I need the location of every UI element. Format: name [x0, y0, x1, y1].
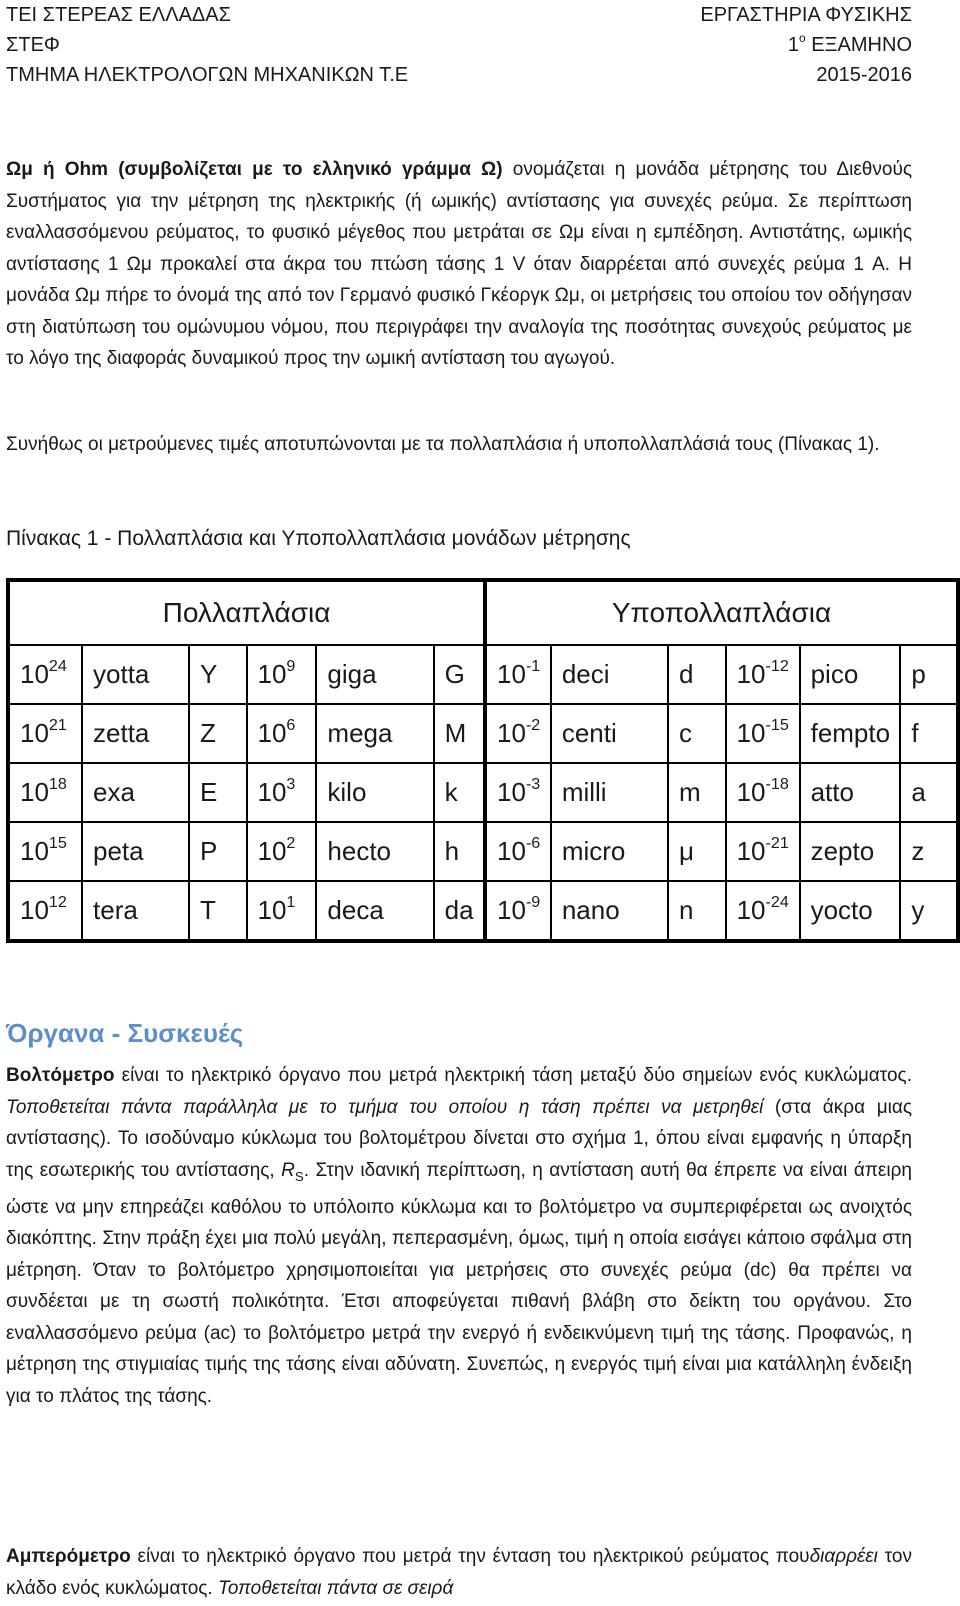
power-cell: $10^{18}$ — [8, 763, 82, 822]
prefix-symbol-cell: a — [900, 763, 958, 822]
table-row — [8, 763, 958, 822]
power-cell: $10^{-24}$ — [726, 881, 800, 941]
prefix-name-cell: fempto — [800, 704, 901, 763]
power-cell: $10^{-1}$ — [485, 645, 551, 704]
prefix-symbol-cell: n — [668, 881, 726, 941]
prefix-symbol-cell: m — [668, 763, 726, 822]
prefix-name-cell: zetta — [82, 704, 189, 763]
prefix-name-cell: milli — [551, 763, 668, 822]
prefix-name-cell: yotta — [82, 645, 189, 704]
prefix-symbol-cell: y — [900, 881, 958, 941]
header-year: 2015-2016 — [816, 64, 912, 86]
power-cell: $10^{12}$ — [8, 881, 82, 941]
power-cell: $10^{-21}$ — [726, 822, 800, 881]
prefix-name-cell: yocto — [800, 881, 901, 941]
power-cell: $10^{-15}$ — [726, 704, 800, 763]
prefix-symbol-cell: P — [189, 822, 247, 881]
power-cell: $10^{-12}$ — [726, 645, 800, 704]
ammeter-paragraph: Αμπερόμετρο είναι το ηλεκτρικό όργανο που μετρά την ένταση του ηλεκτρικού ρεύματος πουδιαρρέει τον κλάδο ενός κυκλώματος. Τοποθετείται πάντα σε σειρά — [6, 1546, 912, 1599]
prefix-symbol-cell: Y — [189, 645, 247, 704]
header-left — [6, 0, 408, 90]
submultiples-header: Υποπολλαπλάσια — [485, 580, 958, 645]
prefix-name-cell: hecto — [316, 822, 433, 881]
prefix-symbol-cell: f — [900, 704, 958, 763]
prefix-name-cell: pico — [800, 645, 901, 704]
voltmeter-paragraph: Βολτόμετρο είναι το ηλεκτρικό όργανο που μετρά ηλεκτρική τάση μεταξύ δύο σημείων ενός κυκλώματος. Τοποθετείται πάντα παράλληλα με το τμήμα του οποίου η τάση πρέπει να μετρηθεί (στα άκρα μιας αντίστασης). Το ισοδύναμο κύκλωμα του βολτομέτρου δίνεται στο σχήμα 1, όπου είναι εμφανής η ύπαρξη της εσωτερικής του αντίστασης, $R_S$. Στην ιδανική περίπτωση, η αντίσταση αυτή θα έπρεπε να είναι άπειρη ώστε να μην επηρεάζει καθόλου το υπόλοιπο κύκλωμα και το βολτόμετρο να συμπεριφέρεται ως ανοιχτός διακόπτης. Στην πράξη έχει μια πολύ μεγάλη, πεπερασμένη, όμως, τιμή η οποία εισάγει κάποιο σφάλμα στη μέτρηση. Όταν το βολτόμετρο χρησιμοποιείται για μετρήσεις στο συνεχές ρεύμα (dc) θα πρέπει να συνδέεται με τη σωστή πολικότητα. Έτσι αποφεύγεται πιθανή βλάβη στο δείκτη του οργάνου. Στο εναλλασσόμενο ρεύμα (ac) το βολτόμετρο μετρά την ενεργό ή ενδεικνύμενη τιμή της τάσης. Προφανώς, η μέτρηση της στιγμιαίας τιμής της τάσης είναι αδύνατη. Συνεπώς, η ενεργός τιμή είναι μια κατάλληλη ένδειξη για το πλάτος της τάσης. — [6, 1065, 913, 1407]
power-cell: $10^{24}$ — [8, 645, 82, 704]
prefix-symbol-cell: μ — [668, 822, 726, 881]
power-cell: $10^{-18}$ — [726, 763, 800, 822]
prefix-name-cell: centi — [551, 704, 668, 763]
power-cell: $10^{-6}$ — [485, 822, 551, 881]
prefix-name-cell: mega — [316, 704, 433, 763]
power-cell: $10^1$ — [247, 881, 317, 941]
multiples-paragraph: Συνήθως οι μετρούμενες τιμές αποτυπώνονται με τα πολλαπλάσια ή υποπολλαπλάσιά τους (Πίνακας 1). — [6, 434, 880, 455]
header-school: ΣΤΕΦ — [6, 34, 60, 56]
prefix-symbol-cell: Z — [189, 704, 247, 763]
prefix-name-cell: kilo — [316, 763, 433, 822]
prefix-symbol-cell: d — [668, 645, 726, 704]
power-cell: $10^9$ — [247, 645, 317, 704]
table-row — [8, 822, 958, 881]
power-cell: $10^{15}$ — [8, 822, 82, 881]
prefix-name-cell: nano — [551, 881, 668, 941]
section-title: Όργανα - Συσκευές — [6, 1018, 244, 1048]
prefix-symbol-cell: p — [900, 645, 958, 704]
power-cell: $10^{-2}$ — [485, 704, 551, 763]
document-page — [6, 0, 926, 1599]
power-cell: $10^{-9}$ — [485, 881, 551, 941]
prefix-name-cell: deca — [316, 881, 433, 941]
header-department: ΤΜΗΜΑ ΗΛΕΚΤΡΟΛΟΓΩΝ ΜΗΧΑΝΙΚΩΝ Τ.Ε — [6, 64, 409, 86]
table-row — [8, 645, 958, 704]
prefix-symbol-cell: E — [189, 763, 247, 822]
prefix-symbol-cell: h — [434, 822, 485, 881]
header-lab: ΕΡΓΑΣΤΗΡΙΑ ΦΥΣΙΚΗΣ — [700, 4, 912, 26]
page-header — [6, 0, 912, 90]
intro-paragraph: Ωμ ή Ohm (συμβολίζεται με το ελληνικό γράμμα Ω) ονομάζεται η μονάδα μέτρησης του Διεθνούς Συστήματος για την μέτρηση της ηλεκτρικής (ή ωμικής) αντίστασης για συνεχές ρεύμα. Σε περίπτωση εναλλασσόμενου ρεύματος, το φυσικό μέγεθος που μετράται σε Ωμ είναι η εμπέδηση. Αντιστάτης, ωμικής αντίστασης 1 Ωμ προκαλεί στα άκρα του πτώση τάσης 1 V όταν διαρρέεται από συνεχές ρεύμα 1 A. Η μονάδα Ωμ πήρε το όνομά της από τον Γερμανό φυσικό Γκέοργκ Ωμ, οι μετρήσεις του οποίου τον οδήγησαν στη διατύπωση του ομώνυμου νόμου, που περιγράφει την αναλογία της ποσότητας συνεχούς ρεύματος με το λόγο της διαφοράς δυναμικού προς την ωμική αντίσταση του αγωγού. — [6, 159, 912, 369]
prefix-name-cell: exa — [82, 763, 189, 822]
header-semester: $1^o$ ΕΞΑΜΗΝΟ — [787, 30, 912, 56]
prefix-name-cell: deci — [551, 645, 668, 704]
header-institution: ΤΕΙ ΣΤΕΡΕΑΣ ΕΛΛΑΔΑΣ — [6, 4, 231, 26]
prefix-symbol-cell: T — [189, 881, 247, 941]
power-cell: $10^{21}$ — [8, 704, 82, 763]
prefix-name-cell: micro — [551, 822, 668, 881]
power-cell: $10^2$ — [247, 822, 317, 881]
power-cell: $10^3$ — [247, 763, 317, 822]
prefix-name-cell: tera — [82, 881, 189, 941]
prefix-symbol-cell: da — [434, 881, 485, 941]
table-row — [8, 704, 958, 763]
prefix-symbol-cell: k — [434, 763, 485, 822]
power-cell: $10^6$ — [247, 704, 317, 763]
table-caption: Πίνακας 1 - Πολλαπλάσια και Υποπολλαπλάσια μονάδων μέτρησης — [6, 527, 631, 550]
power-cell: $10^{-3}$ — [485, 763, 551, 822]
table-row — [8, 881, 958, 941]
prefix-symbol-cell: G — [434, 645, 485, 704]
prefix-symbol-cell: M — [434, 704, 485, 763]
multiples-header: Πολλαπλάσια — [8, 580, 485, 645]
prefix-symbol-cell: c — [668, 704, 726, 763]
prefix-name-cell: giga — [316, 645, 433, 704]
prefix-name-cell: zepto — [800, 822, 901, 881]
prefix-symbol-cell: z — [900, 822, 958, 881]
header-right — [700, 0, 912, 90]
prefix-name-cell: atto — [800, 763, 901, 822]
prefix-name-cell: peta — [82, 822, 189, 881]
units-prefix-table — [6, 578, 960, 943]
